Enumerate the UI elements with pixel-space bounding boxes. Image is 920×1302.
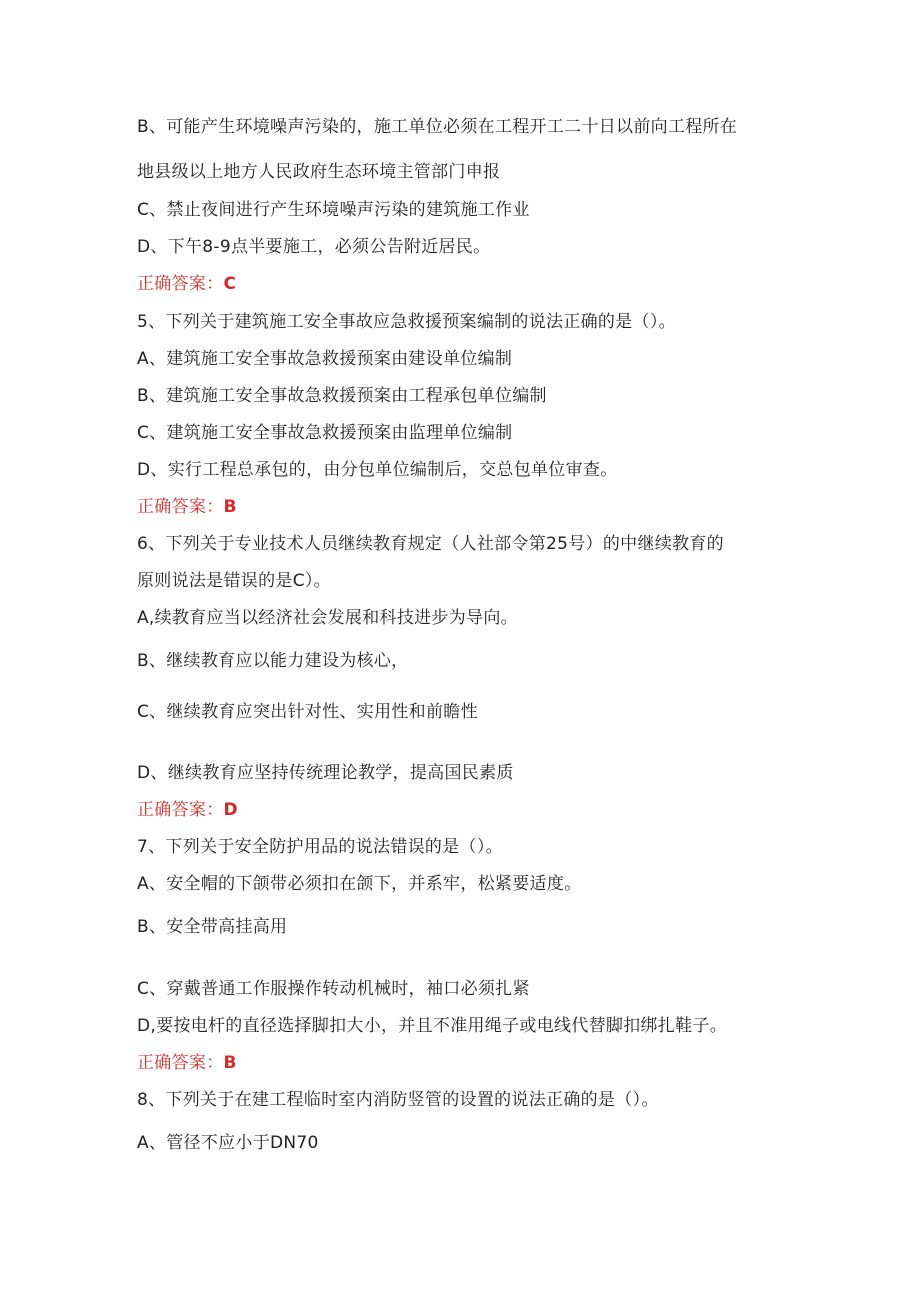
option-b: B、建筑施工安全事故急救援预案由工程承包单位编制: [137, 386, 547, 406]
correct-answer: [137, 496, 237, 518]
option-c: C、禁止夜间进行产生环境噪声污染的建筑施工作业: [137, 200, 530, 220]
option-c: C、穿戴普通工作服操作转动机械时，袖口必须扎紧: [137, 979, 530, 999]
answer-letter: B: [223, 1053, 237, 1073]
option-d: D,要按电杆的直径选择脚扣大小，并且不准用绳子或电线代替脚扣绑扎鞋子。: [137, 1016, 727, 1036]
answer-label: 正确答案：: [137, 1053, 224, 1073]
option-b: B、继续教育应以能力建设为核心，: [137, 651, 409, 671]
question-6-line-1: 6、下列关于专业技术人员继续教育规定（人社部令第25号）的中继续教育的: [137, 534, 724, 554]
correct-answer: [137, 799, 238, 821]
answer-letter: D: [223, 800, 238, 820]
option-c: C、继续教育应突出针对性、实用性和前瞻性: [137, 702, 478, 722]
answer-label: 正确答案：: [137, 497, 224, 517]
option-b-line-1: B、可能产生环境噪声污染的，施工单位必须在工程开工二十日以前向工程所在: [137, 117, 738, 137]
option-c: C、建筑施工安全事故急救援预案由监理单位编制: [137, 423, 513, 443]
question-6-line-2: 原则说法是错误的是C）。: [137, 571, 331, 591]
option-d: D、继续教育应坚持传统理论教学，提高国民素质: [137, 763, 514, 783]
question-8: 8、下列关于在建工程临时室内消防竖管的设置的说法正确的是（）。: [137, 1090, 659, 1110]
option-d: D、实行工程总承包的，由分包单位编制后，交总包单位审查。: [137, 460, 618, 480]
option-a: A,续教育应当以经济社会发展和科技进步为导向。: [137, 608, 518, 628]
option-b: B、安全带高挂高用: [137, 917, 288, 937]
answer-label: 正确答案：: [137, 274, 224, 294]
correct-answer: [137, 273, 236, 295]
answer-label: 正确答案：: [137, 800, 224, 820]
option-b-line-2: 地县级以上地方人民政府生态环境主管部门申报: [137, 162, 501, 182]
option-a: A、安全帽的下颌带必须扣在颌下，并系牢，松紧要适度。: [137, 874, 582, 894]
option-a: A、管径不应小于DN70: [137, 1133, 319, 1153]
question-7: 7、下列关于安全防护用品的说法错误的是（）。: [137, 837, 503, 857]
answer-letter: B: [223, 497, 237, 517]
option-a: A、建筑施工安全事故急救援预案由建设单位编制: [137, 349, 513, 369]
correct-answer: [137, 1052, 237, 1074]
question-5: 5、下列关于建筑施工安全事故应急救援预案编制的说法正确的是（）。: [137, 312, 676, 332]
answer-letter: C: [223, 274, 237, 294]
option-d: D、下午8-9点半要施工，必须公告附近居民。: [137, 237, 491, 257]
